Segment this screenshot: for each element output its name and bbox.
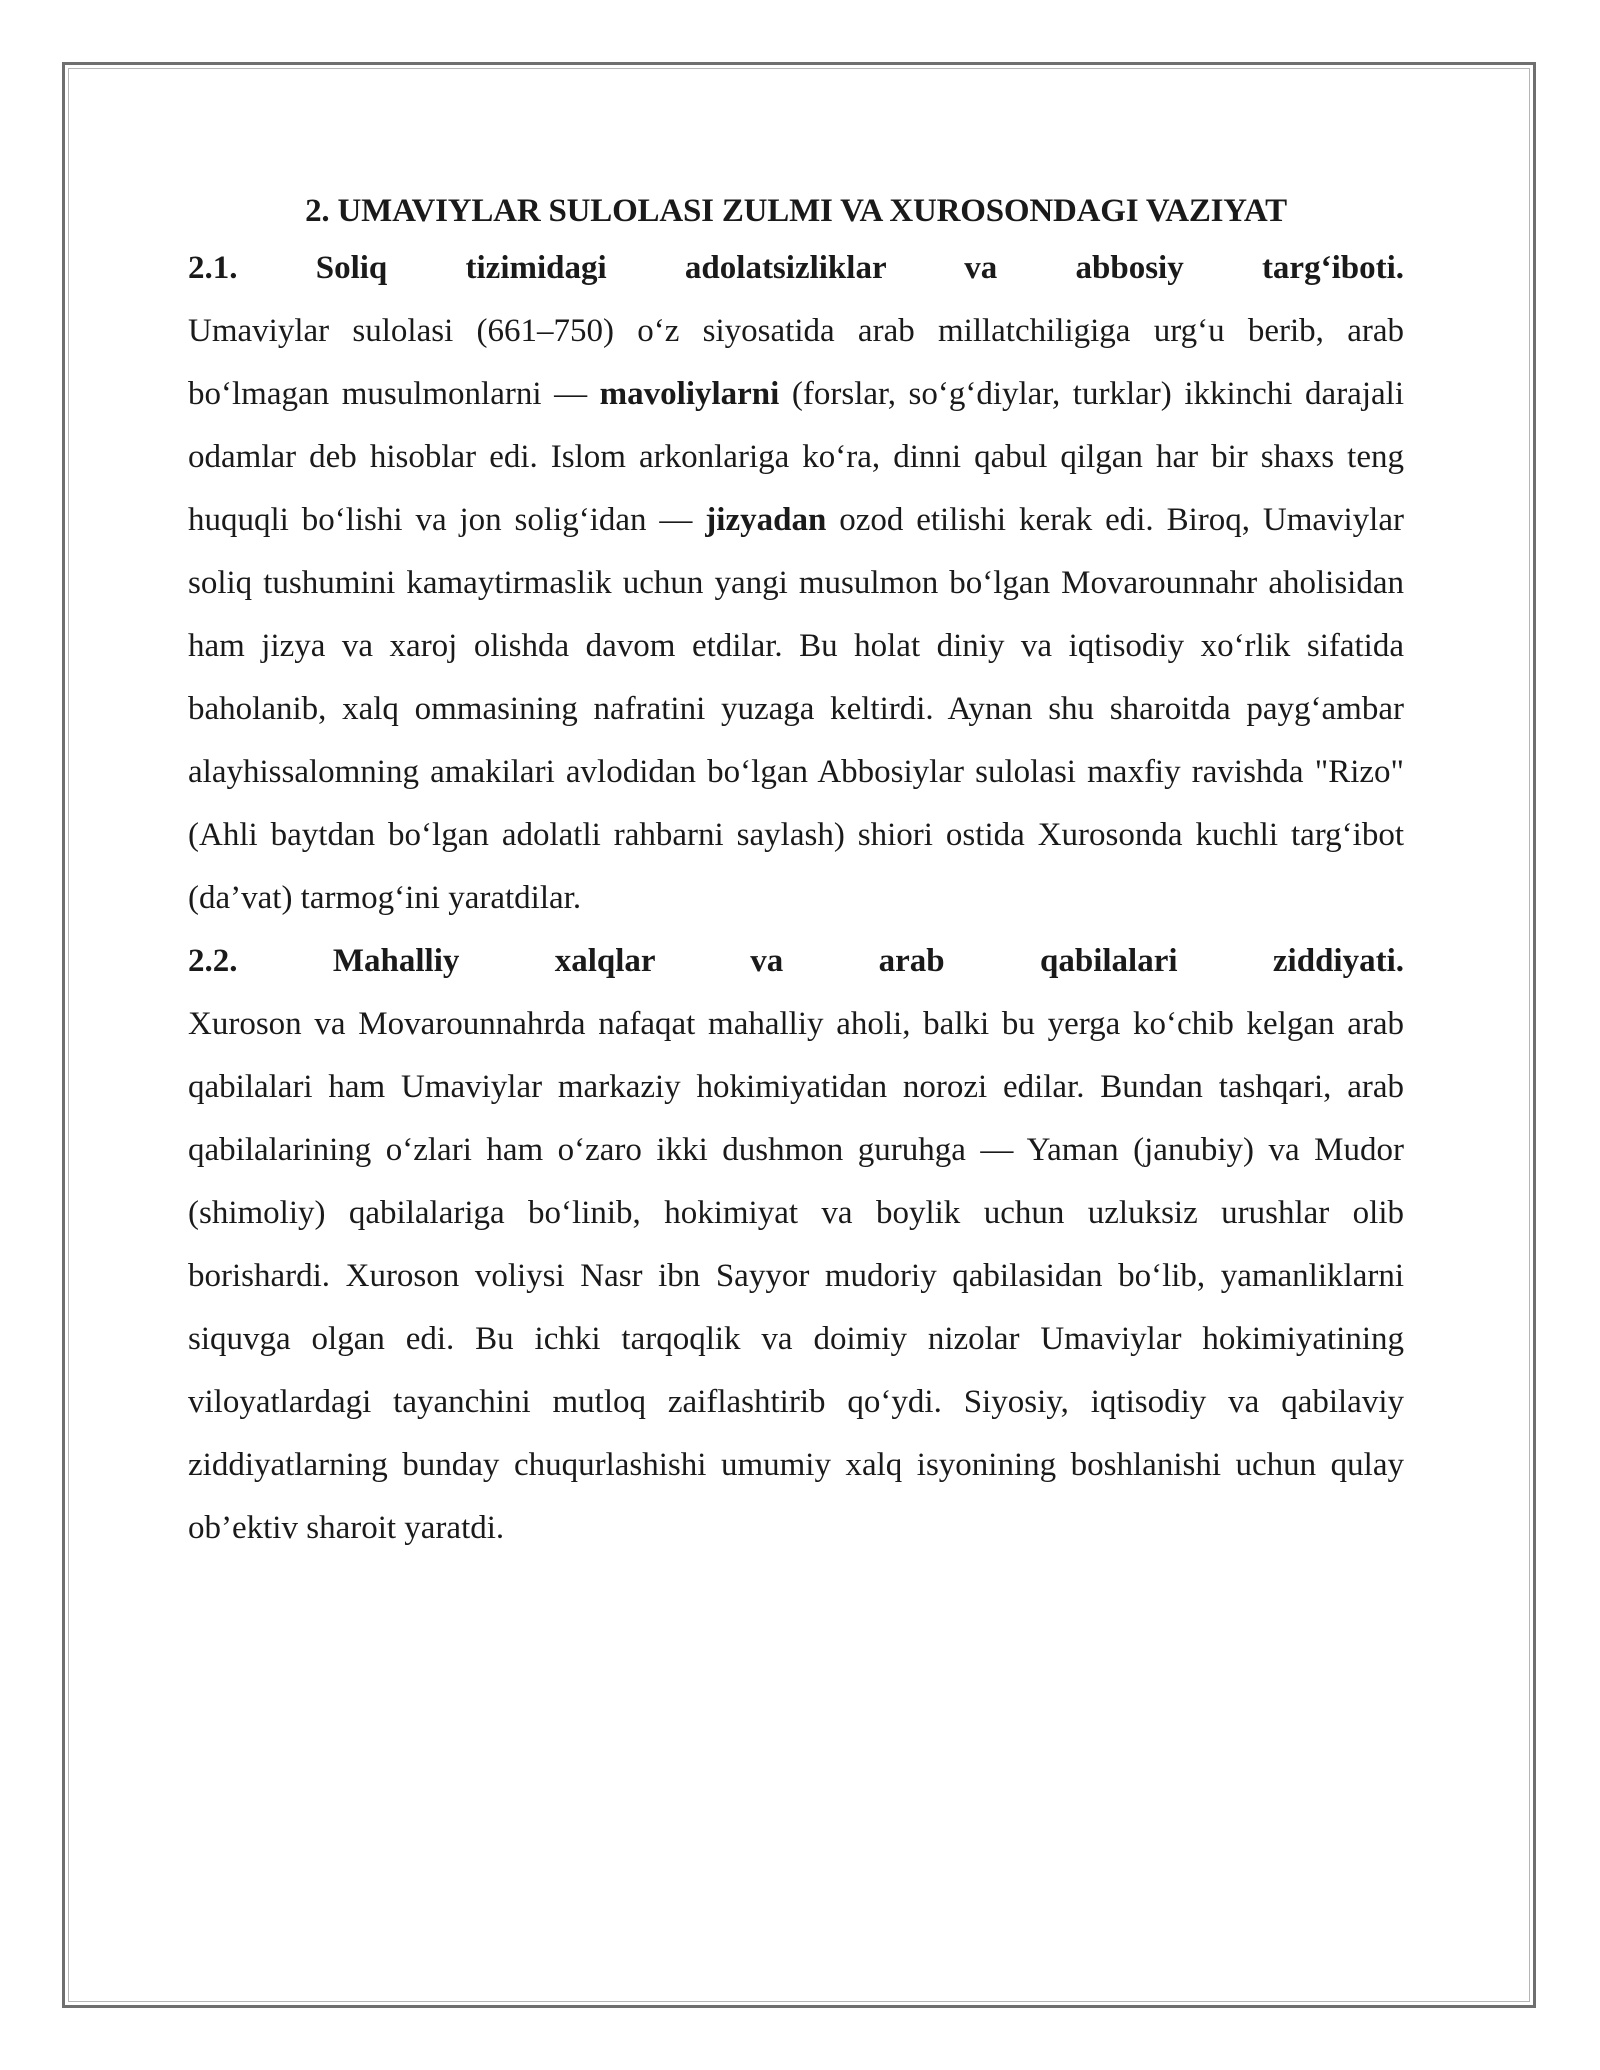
term-jizyadan: jizyadan bbox=[705, 502, 827, 538]
section-2-1-heading: 2.1. Soliq tizimidagi adolatsizliklar va abbosiy targ‘iboti. bbox=[188, 250, 1404, 286]
document-body bbox=[188, 185, 1404, 1560]
section-2-2-heading: 2.2. Mahalliy xalqlar va arab qabilalari ziddiyati. bbox=[188, 943, 1404, 979]
section-2-1-text-c: ozod etilishi kerak edi. Biroq, Umaviylar soliq tushumini kamaytirmaslik uchun yangi musulmon bo‘lgan Movarounnahr aholisidan ham jizya va xaroj olishda davom etdilar. Bu holat diniy va iqtisodiy xo‘rlik sifatida baholanib, xalq ommasining nafratini yuzaga keltirdi. Aynan shu sharoitda payg‘ambar alayhissalomning amakilari avlodidan bo‘lgan Abbosiylar sulolasi maxfiy ravishda "Rizo" (Ahli baytdan bo‘lgan adolatli rahbarni saylash) shiori ostida Xurosonda kuchli targ‘ibot (da’vat) tarmog‘ini yaratdilar. bbox=[188, 502, 1404, 916]
section-2-1-text-b: (forslar, so‘g‘diylar, turklar) ikkinchi darajali odamlar deb hisoblar edi. Islom arkonlariga ko‘ra, dinni qabul qilgan har bir shaxs teng huquqli bo‘lishi va jon solig‘idan — bbox=[188, 376, 1404, 538]
section-2-2-text: Xuroson va Movarounnahrda nafaqat mahalliy aholi, balki bu yerga ko‘chib kelgan arab qabilalari ham Umaviylar markaziy hokimiyatidan norozi edilar. Bundan tashqari, arab qabilalarining o‘zlari ham o‘zaro ikki dushmon guruhga — Yaman (janubiy) va Mudor (shimoliy) qabilalariga bo‘linib, hokimiyat va boylik uchun uzluksiz urushlar olib borishardi. Xuroson voliysi Nasr ibn Sayyor mudoriy qabilasidan bo‘lib, yamanliklarni siquvga olgan edi. Bu ichki tarqoqlik va doimiy nizolar Umaviylar hokimiyatining viloyatlardagi tayanchini mutloq zaiflashtirib qo‘ydi. Siyosiy, iqtisodiy va qabilaviy ziddiyatlarning bunday chuqurlashishi umumiy xalq isyonining boshlanishi uchun qulay ob’ektiv sharoit yaratdi. bbox=[188, 1006, 1404, 1546]
section-2-1-text-a: Umaviylar sulolasi (661–750) o‘z siyosatida arab millatchiligiga urg‘u berib, arab bo‘lmagan musulmonlarni — bbox=[188, 313, 1404, 412]
section-2-2 bbox=[188, 930, 1404, 1560]
page-title: 2. UMAVIYLAR SULOLASI ZULMI VA XUROSONDAGI VAZIYAT bbox=[305, 193, 1287, 229]
term-mavoliylarni: mavoliylarni bbox=[599, 376, 780, 412]
section-2-1 bbox=[188, 237, 1404, 930]
